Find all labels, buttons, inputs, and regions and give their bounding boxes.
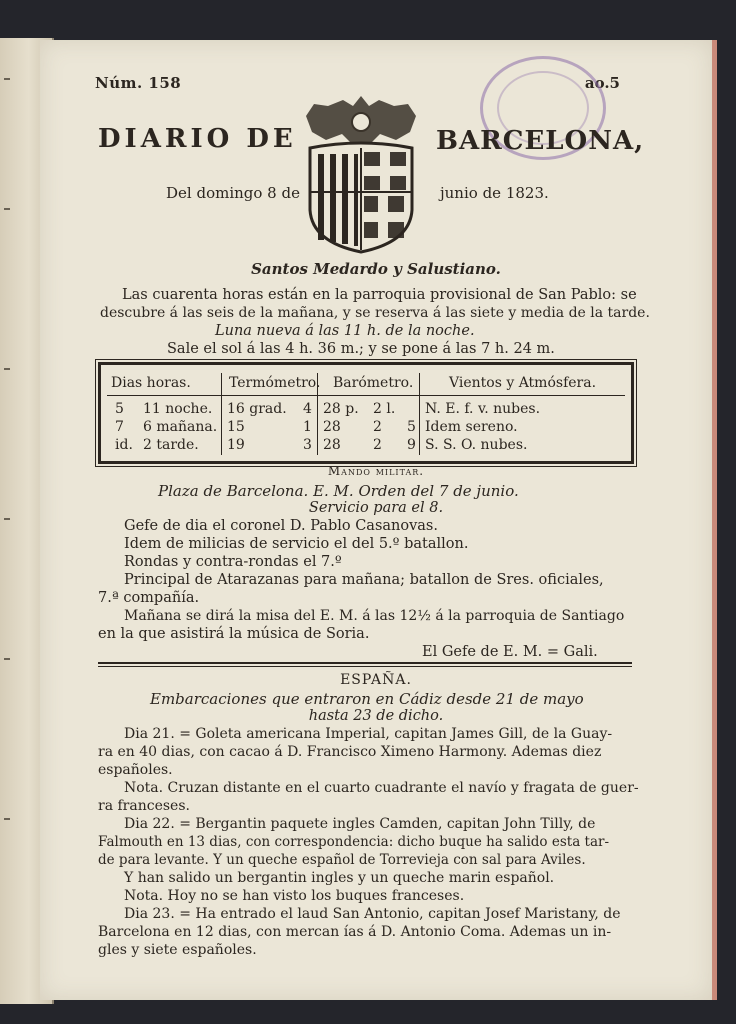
military-line: Mañana se dirá la misa del E. M. á las 12½ á la parroquia de Santiago <box>124 608 625 624</box>
military-service: Servicio para el 8. <box>308 500 444 516</box>
military-line: Rondas y contra-rondas el 7.º <box>124 554 342 570</box>
military-line: Gefe de dia el coronel D. Pablo Casanovas. <box>124 518 438 534</box>
section-divider <box>98 662 632 664</box>
table-cell: 9 <box>407 437 416 453</box>
moon-phase: Luna nueva á las 11 h. de la noche. <box>215 323 475 339</box>
espana-line: Y han salido un bergantin ingles y un queche marin español. <box>124 870 555 886</box>
table-cell: 6 mañana. <box>143 419 218 435</box>
espana-heading: ESPAÑA. <box>340 672 412 688</box>
table-cell: 7 <box>115 419 124 435</box>
table-cell: 28 <box>323 419 341 435</box>
espana-line: Dia 23. = Ha entrado el laud San Antonio, capitan Josef Maristany, de <box>124 906 621 922</box>
military-line: 7.ª compañía. <box>98 590 200 606</box>
table-cell: 2 l. <box>373 401 396 417</box>
table-cell: 2 <box>373 437 382 453</box>
espana-line: Nota. Cruzan distante en el cuarto cuadrante el navío y fragata de guer- <box>124 780 639 796</box>
table-cell: 1 <box>303 419 312 435</box>
military-subheading: Plaza de Barcelona. E. M. Orden del 7 de junio. <box>158 482 519 500</box>
col-header-winds: Vientos y Atmósfera. <box>449 375 597 391</box>
military-line: Principal de Atarazanas para mañana; batallon de Sres. oficiales, <box>124 572 604 588</box>
espana-line: de para levante. Y un queche español de Torrevieja con sal para Aviles. <box>98 852 586 868</box>
espana-line: españoles. <box>98 762 173 778</box>
issue-number: Núm. 158 <box>95 74 182 92</box>
table-cell: 4 <box>303 401 312 417</box>
espana-line: ra franceses. <box>98 798 190 814</box>
military-line: Idem de milicias de servicio el del 5.º batallon. <box>124 536 469 552</box>
col-header-thermometer: Termómetro. <box>229 375 321 391</box>
table-cell: 3 <box>303 437 312 453</box>
notice-line: Las cuarenta horas están en la parroquia provisional de San Pablo: se <box>122 287 637 303</box>
espana-line: Dia 22. = Bergantin paquete ingles Camden, capitan John Tilly, de <box>124 816 596 832</box>
table-cell: 28 p. <box>323 401 359 417</box>
table-cell: 11 noche. <box>143 401 213 417</box>
barcelona-coat-of-arms <box>298 92 424 256</box>
page-number: ao.5 <box>584 74 620 92</box>
military-heading: Mando militar. <box>327 464 425 478</box>
espana-line: gles y siete españoles. <box>98 942 257 958</box>
military-line: en la que asistirá la música de Soria. <box>98 626 370 642</box>
saints-of-day: Santos Medardo y Salustiano. <box>251 260 501 278</box>
table-cell: S. S. O. nubes. <box>425 437 528 453</box>
table-cell: 2 tarde. <box>143 437 199 453</box>
espana-subheading: Embarcaciones que entraron en Cádiz desde 21 de mayo <box>150 690 584 708</box>
espana-line: Falmouth en 13 dias, con correspondencia: dicho buque ha salido esta tar- <box>98 834 610 850</box>
col-header-days: Dias horas. <box>111 375 191 391</box>
date-right: junio de 1823. <box>440 184 549 202</box>
masthead-title-right: BARCELONA, <box>436 126 645 156</box>
table-cell: 15 <box>227 419 245 435</box>
espana-line: Barcelona en 12 dias, con mercan ías á D. Antonio Coma. Ademas un in- <box>98 924 612 940</box>
sunrise-sunset: Sale el sol á las 4 h. 36 m.; y se pone á las 7 h. 24 m. <box>167 341 555 357</box>
military-signature: El Gefe de E. M. = Gali. <box>422 644 598 660</box>
table-cell: 5 <box>407 419 416 435</box>
espana-line: Nota. Hoy no se han visto los buques franceses. <box>124 888 465 904</box>
col-header-barometer: Barómetro. <box>333 375 414 391</box>
newspaper-page <box>40 40 717 1000</box>
section-divider <box>98 666 632 667</box>
table-cell: id. <box>115 437 133 453</box>
espana-line: Dia 21. = Goleta americana Imperial, capitan James Gill, de la Guay- <box>124 726 613 742</box>
table-cell: 2 <box>373 419 382 435</box>
table-cell: N. E. f. v. nubes. <box>425 401 541 417</box>
table-cell: 16 grad. <box>227 401 287 417</box>
date-left: Del domingo 8 de <box>166 184 300 202</box>
table-cell: 19 <box>227 437 245 453</box>
table-cell: 28 <box>323 437 341 453</box>
espana-subheading: hasta 23 de dicho. <box>308 708 444 724</box>
espana-line: ra en 40 dias, con cacao á D. Francisco Ximeno Harmony. Ademas diez <box>98 744 602 760</box>
notice-line: descubre á las seis de la mañana, y se reserva á las siete y media de la tarde. <box>100 305 650 321</box>
masthead-title-left: DIARIO DE <box>98 124 297 154</box>
table-cell: Idem sereno. <box>425 419 518 435</box>
table-cell: 5 <box>115 401 124 417</box>
weather-table <box>98 362 634 464</box>
